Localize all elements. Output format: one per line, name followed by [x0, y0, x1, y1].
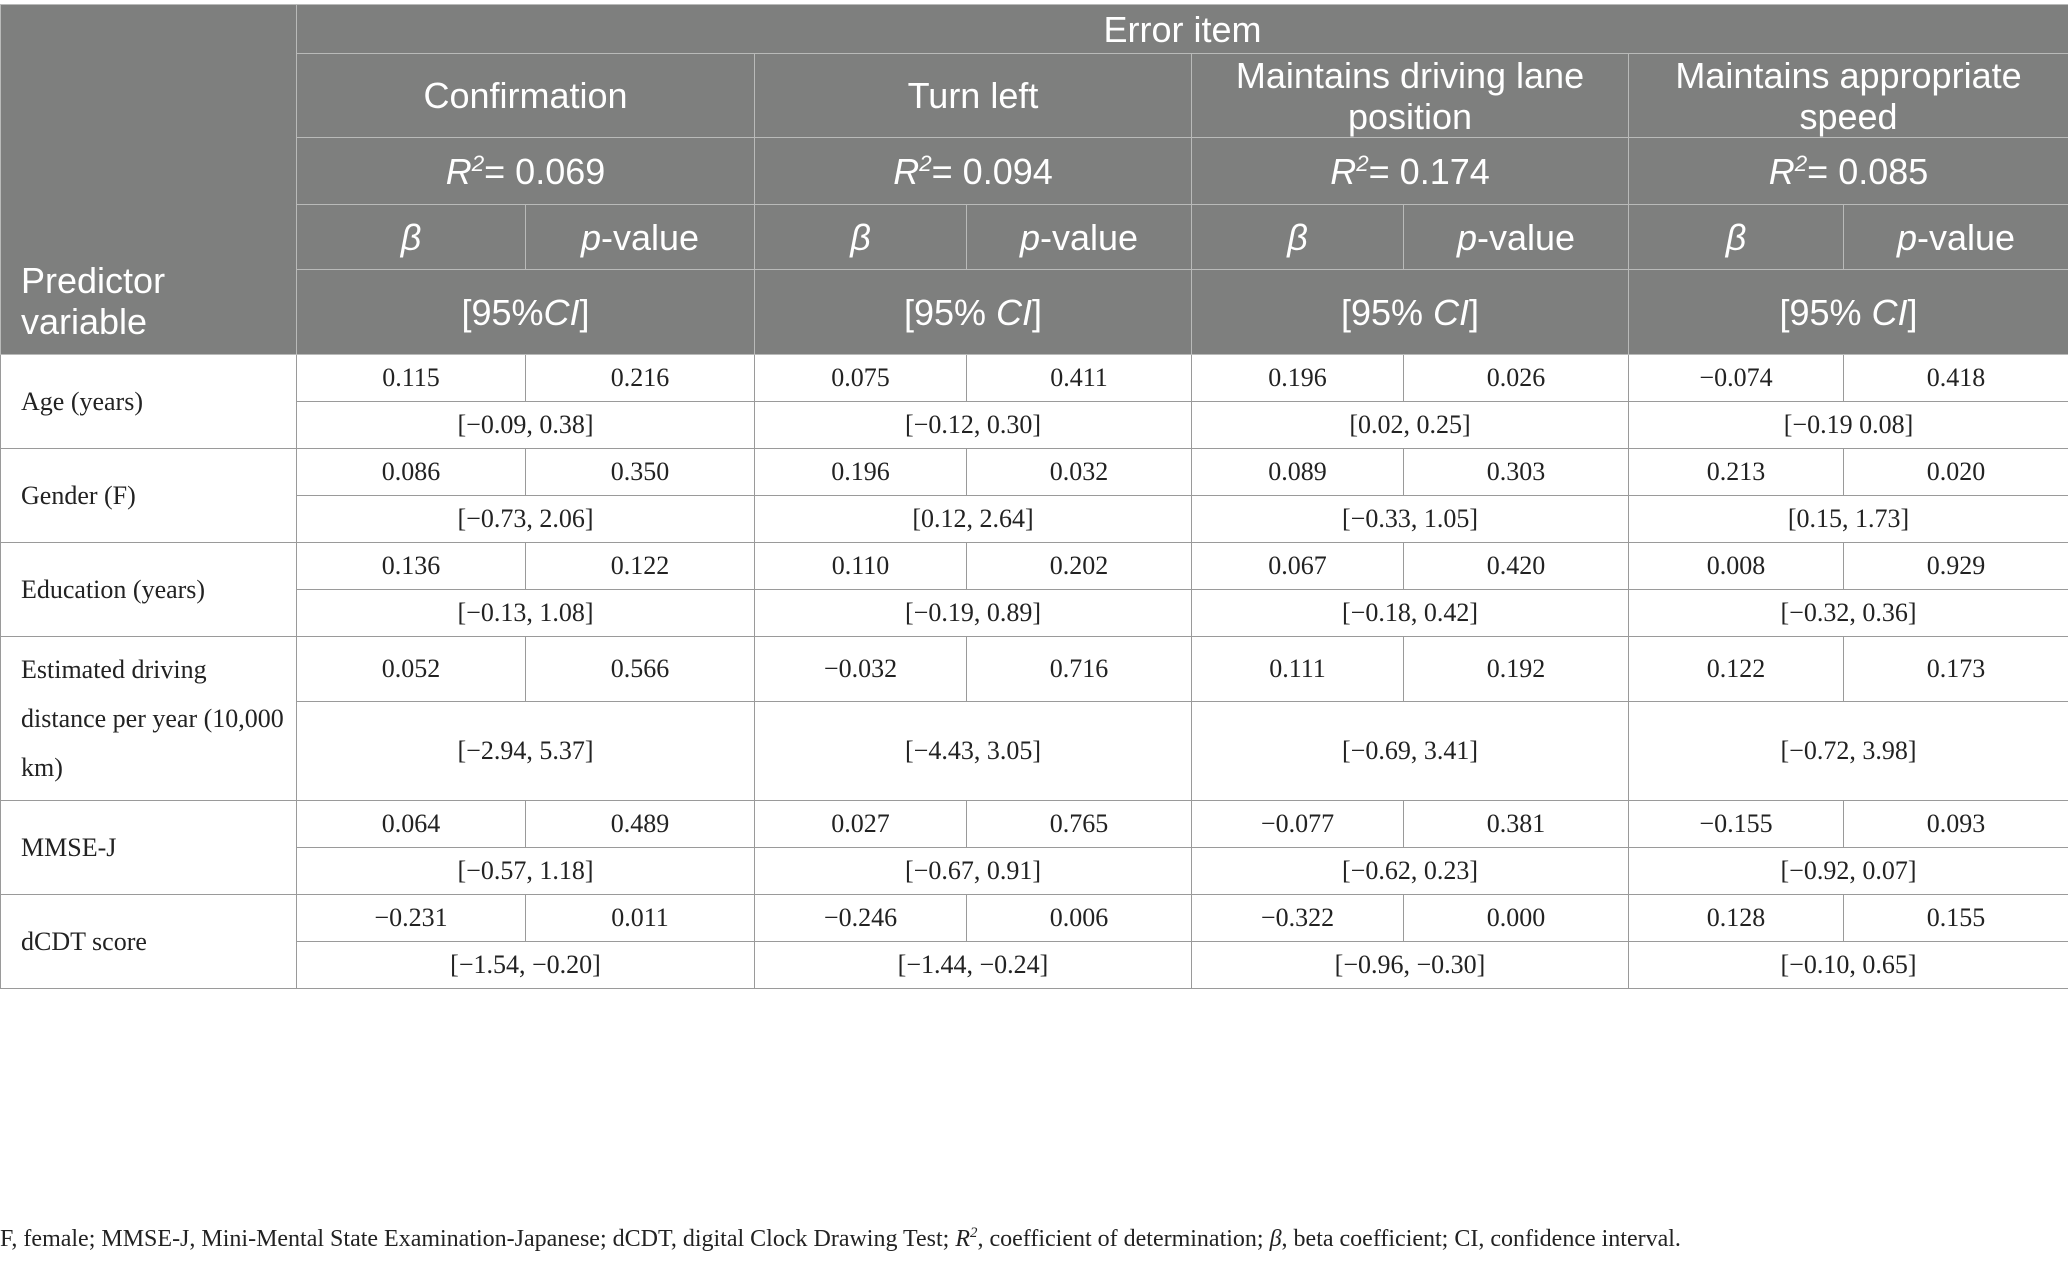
beta-value: 0.110 — [755, 543, 967, 590]
predictor-label: dCDT score — [1, 895, 297, 989]
ci-value: [−0.09, 0.38] — [297, 402, 755, 449]
p-suffix: -value — [600, 216, 700, 258]
beta-value: 0.075 — [755, 355, 967, 402]
beta-value: 0.115 — [297, 355, 526, 402]
table-row — [1, 801, 2068, 848]
table-row-ci — [1, 496, 2068, 543]
beta-value: 0.111 — [1192, 637, 1404, 702]
p-value: 0.122 — [526, 543, 755, 590]
p-value: 0.765 — [967, 801, 1192, 848]
r-squared-value: 0.174 — [1399, 150, 1490, 192]
table-row-ci — [1, 702, 2068, 801]
p-value: 0.420 — [1404, 543, 1629, 590]
ci-value: [−0.72, 3.98] — [1629, 702, 2068, 801]
ci-value: [0.02, 0.25] — [1192, 402, 1629, 449]
p-value: 0.381 — [1404, 801, 1629, 848]
predictor-label: Gender (F) — [1, 449, 297, 543]
r-squared-cell — [297, 138, 755, 205]
beta-value: −0.077 — [1192, 801, 1404, 848]
r-squared-value: 0.085 — [1838, 150, 1929, 192]
p-value: 0.566 — [526, 637, 755, 702]
table-row — [1, 895, 2068, 942]
ci-value: [−1.54, −0.20] — [297, 942, 755, 989]
beta-value: 0.089 — [1192, 449, 1404, 496]
footnote-r: R — [955, 1226, 971, 1252]
p-value: 0.202 — [967, 543, 1192, 590]
ci-value: [−0.69, 3.41] — [1192, 702, 1629, 801]
footnote-beta: β — [1269, 1226, 1282, 1252]
beta-value: 0.086 — [297, 449, 526, 496]
beta-value: −0.032 — [755, 637, 967, 702]
ci-header — [1629, 270, 2068, 355]
footnote-sup: 2 — [970, 1225, 978, 1241]
ci-symbol: CI — [543, 291, 580, 333]
ci-value: [−0.62, 0.23] — [1192, 848, 1629, 895]
p-value: 0.155 — [1844, 895, 2068, 942]
group-title-confirmation: Confirmation — [297, 54, 755, 138]
ci-symbol: CI — [996, 291, 1033, 333]
ci-symbol: CI — [1433, 291, 1470, 333]
beta-header: β — [1192, 205, 1404, 270]
beta-header: β — [1629, 205, 1844, 270]
table-row — [1, 449, 2068, 496]
footnote-part1: F, female; MMSE-J, Mini-Mental State Examination-Japanese; dCDT, digital Clock Drawing Test; — [0, 1226, 956, 1252]
ci-value: [−0.67, 0.91] — [755, 848, 1192, 895]
p-value: 0.192 — [1404, 637, 1629, 702]
r-squared-sup: 2 — [1356, 150, 1369, 176]
p-symbol: p — [1896, 216, 1917, 258]
p-symbol: p — [1456, 216, 1477, 258]
beta-value: 0.008 — [1629, 543, 1844, 590]
p-value-header — [1844, 205, 2068, 270]
ci-value: [−2.94, 5.37] — [297, 702, 755, 801]
ci-value: [−1.44, −0.24] — [755, 942, 1192, 989]
p-value: 0.350 — [526, 449, 755, 496]
ci-close: ] — [1469, 291, 1480, 333]
table-row-ci — [1, 590, 2068, 637]
ci-header — [755, 270, 1192, 355]
r-squared-value: 0.094 — [962, 150, 1053, 192]
ci-open: [95% — [461, 291, 544, 333]
p-value-header — [967, 205, 1192, 270]
predictor-label: MMSE-J — [1, 801, 297, 895]
r-squared-cell — [755, 138, 1192, 205]
error-item-header: Error item — [297, 5, 2068, 54]
r-squared-symbol: R — [1768, 150, 1795, 192]
ci-open: [95% — [1779, 291, 1872, 333]
beta-value: 0.064 — [297, 801, 526, 848]
ci-close: ] — [1032, 291, 1043, 333]
p-value: 0.006 — [967, 895, 1192, 942]
predictor-label: Age (years) — [1, 355, 297, 449]
ci-value: [−0.92, 0.07] — [1629, 848, 2068, 895]
ci-value: [−0.19 0.08] — [1629, 402, 2068, 449]
beta-value: 0.136 — [297, 543, 526, 590]
r-squared-sup: 2 — [1794, 150, 1808, 176]
p-suffix: -value — [1039, 216, 1139, 258]
p-value: 0.173 — [1844, 637, 2068, 702]
table-row-ci — [1, 848, 2068, 895]
beta-value: 0.196 — [1192, 355, 1404, 402]
beta-value: 0.128 — [1629, 895, 1844, 942]
regression-table — [0, 4, 2068, 989]
beta-value: 0.052 — [297, 637, 526, 702]
beta-value: 0.122 — [1629, 637, 1844, 702]
p-value: 0.020 — [1844, 449, 2068, 496]
table-footnote — [0, 1226, 1681, 1253]
ci-value: [−0.73, 2.06] — [297, 496, 755, 543]
p-value: 0.929 — [1844, 543, 2068, 590]
p-value-header — [1404, 205, 1629, 270]
r-squared-sup: 2 — [919, 150, 932, 176]
p-value: 0.011 — [526, 895, 755, 942]
table-row — [1, 543, 2068, 590]
beta-value: 0.196 — [755, 449, 967, 496]
r-squared-row — [1, 138, 2068, 205]
ci-header-row — [1, 270, 2068, 355]
ci-value: [−0.10, 0.65] — [1629, 942, 2068, 989]
predictor-variable-header: Predictor variable — [1, 5, 297, 355]
p-suffix: -value — [1476, 216, 1576, 258]
beta-value: 0.027 — [755, 801, 967, 848]
ci-close: ] — [579, 291, 590, 333]
group-title-lane-position: Maintains driving lane position — [1192, 54, 1629, 138]
p-value: 0.716 — [967, 637, 1192, 702]
beta-value: −0.074 — [1629, 355, 1844, 402]
r-squared-eq: = — [931, 150, 963, 192]
predictor-label: Education (years) — [1, 543, 297, 637]
r-squared-cell — [1192, 138, 1629, 205]
p-value: 0.216 — [526, 355, 755, 402]
ci-value: [0.15, 1.73] — [1629, 496, 2068, 543]
p-value: 0.489 — [526, 801, 755, 848]
ci-value: [−0.18, 0.42] — [1192, 590, 1629, 637]
r-squared-sup: 2 — [471, 150, 485, 176]
table-row — [1, 355, 2068, 402]
p-value: 0.411 — [967, 355, 1192, 402]
ci-value: [−0.33, 1.05] — [1192, 496, 1629, 543]
footnote-part2: , coefficient of determination; — [977, 1226, 1270, 1252]
ci-value: [−0.12, 0.30] — [755, 402, 1192, 449]
ci-symbol: CI — [1871, 291, 1908, 333]
p-symbol: p — [1019, 216, 1040, 258]
beta-value: −0.246 — [755, 895, 967, 942]
beta-value: 0.213 — [1629, 449, 1844, 496]
p-suffix: -value — [1916, 216, 2016, 258]
table-row — [1, 637, 2068, 702]
ci-close: ] — [1907, 291, 1918, 333]
beta-value: 0.067 — [1192, 543, 1404, 590]
beta-value: −0.155 — [1629, 801, 1844, 848]
table-row-ci — [1, 942, 2068, 989]
r-squared-cell — [1629, 138, 2068, 205]
footnote-part3: , beta coefficient; CI, confidence interval. — [1281, 1226, 1681, 1252]
beta-header: β — [297, 205, 526, 270]
p-value-header — [526, 205, 755, 270]
p-symbol: p — [580, 216, 601, 258]
ci-value: [−4.43, 3.05] — [755, 702, 1192, 801]
ci-value: [−0.96, −0.30] — [1192, 942, 1629, 989]
p-value: 0.303 — [1404, 449, 1629, 496]
p-value: 0.026 — [1404, 355, 1629, 402]
beta-p-header-row — [1, 205, 2068, 270]
ci-value: [−0.32, 0.36] — [1629, 590, 2068, 637]
ci-value: [−0.13, 1.08] — [297, 590, 755, 637]
p-value: 0.000 — [1404, 895, 1629, 942]
ci-header — [1192, 270, 1629, 355]
group-title-turn-left: Turn left — [755, 54, 1192, 138]
beta-value: −0.322 — [1192, 895, 1404, 942]
p-value: 0.418 — [1844, 355, 2068, 402]
ci-value: [0.12, 2.64] — [755, 496, 1192, 543]
p-value: 0.032 — [967, 449, 1192, 496]
table-row-ci — [1, 402, 2068, 449]
group-title-appropriate-speed: Maintains appropriate speed — [1629, 54, 2068, 138]
ci-open: [95% — [903, 291, 997, 333]
ci-header — [297, 270, 755, 355]
r-squared-eq: = — [1807, 150, 1839, 192]
r-squared-eq: = — [1368, 150, 1400, 192]
table-body — [1, 355, 2068, 989]
r-squared-value: 0.069 — [515, 150, 606, 192]
ci-value: [−0.19, 0.89] — [755, 590, 1192, 637]
beta-header: β — [755, 205, 967, 270]
beta-value: −0.231 — [297, 895, 526, 942]
predictor-label: Estimated driving distance per year (10,000 km) — [1, 637, 297, 801]
ci-open: [95% — [1340, 291, 1434, 333]
p-value: 0.093 — [1844, 801, 2068, 848]
r-squared-symbol: R — [893, 150, 920, 192]
ci-value: [−0.57, 1.18] — [297, 848, 755, 895]
r-squared-eq: = — [484, 150, 516, 192]
r-squared-symbol: R — [1330, 150, 1357, 192]
r-squared-symbol: R — [445, 150, 472, 192]
